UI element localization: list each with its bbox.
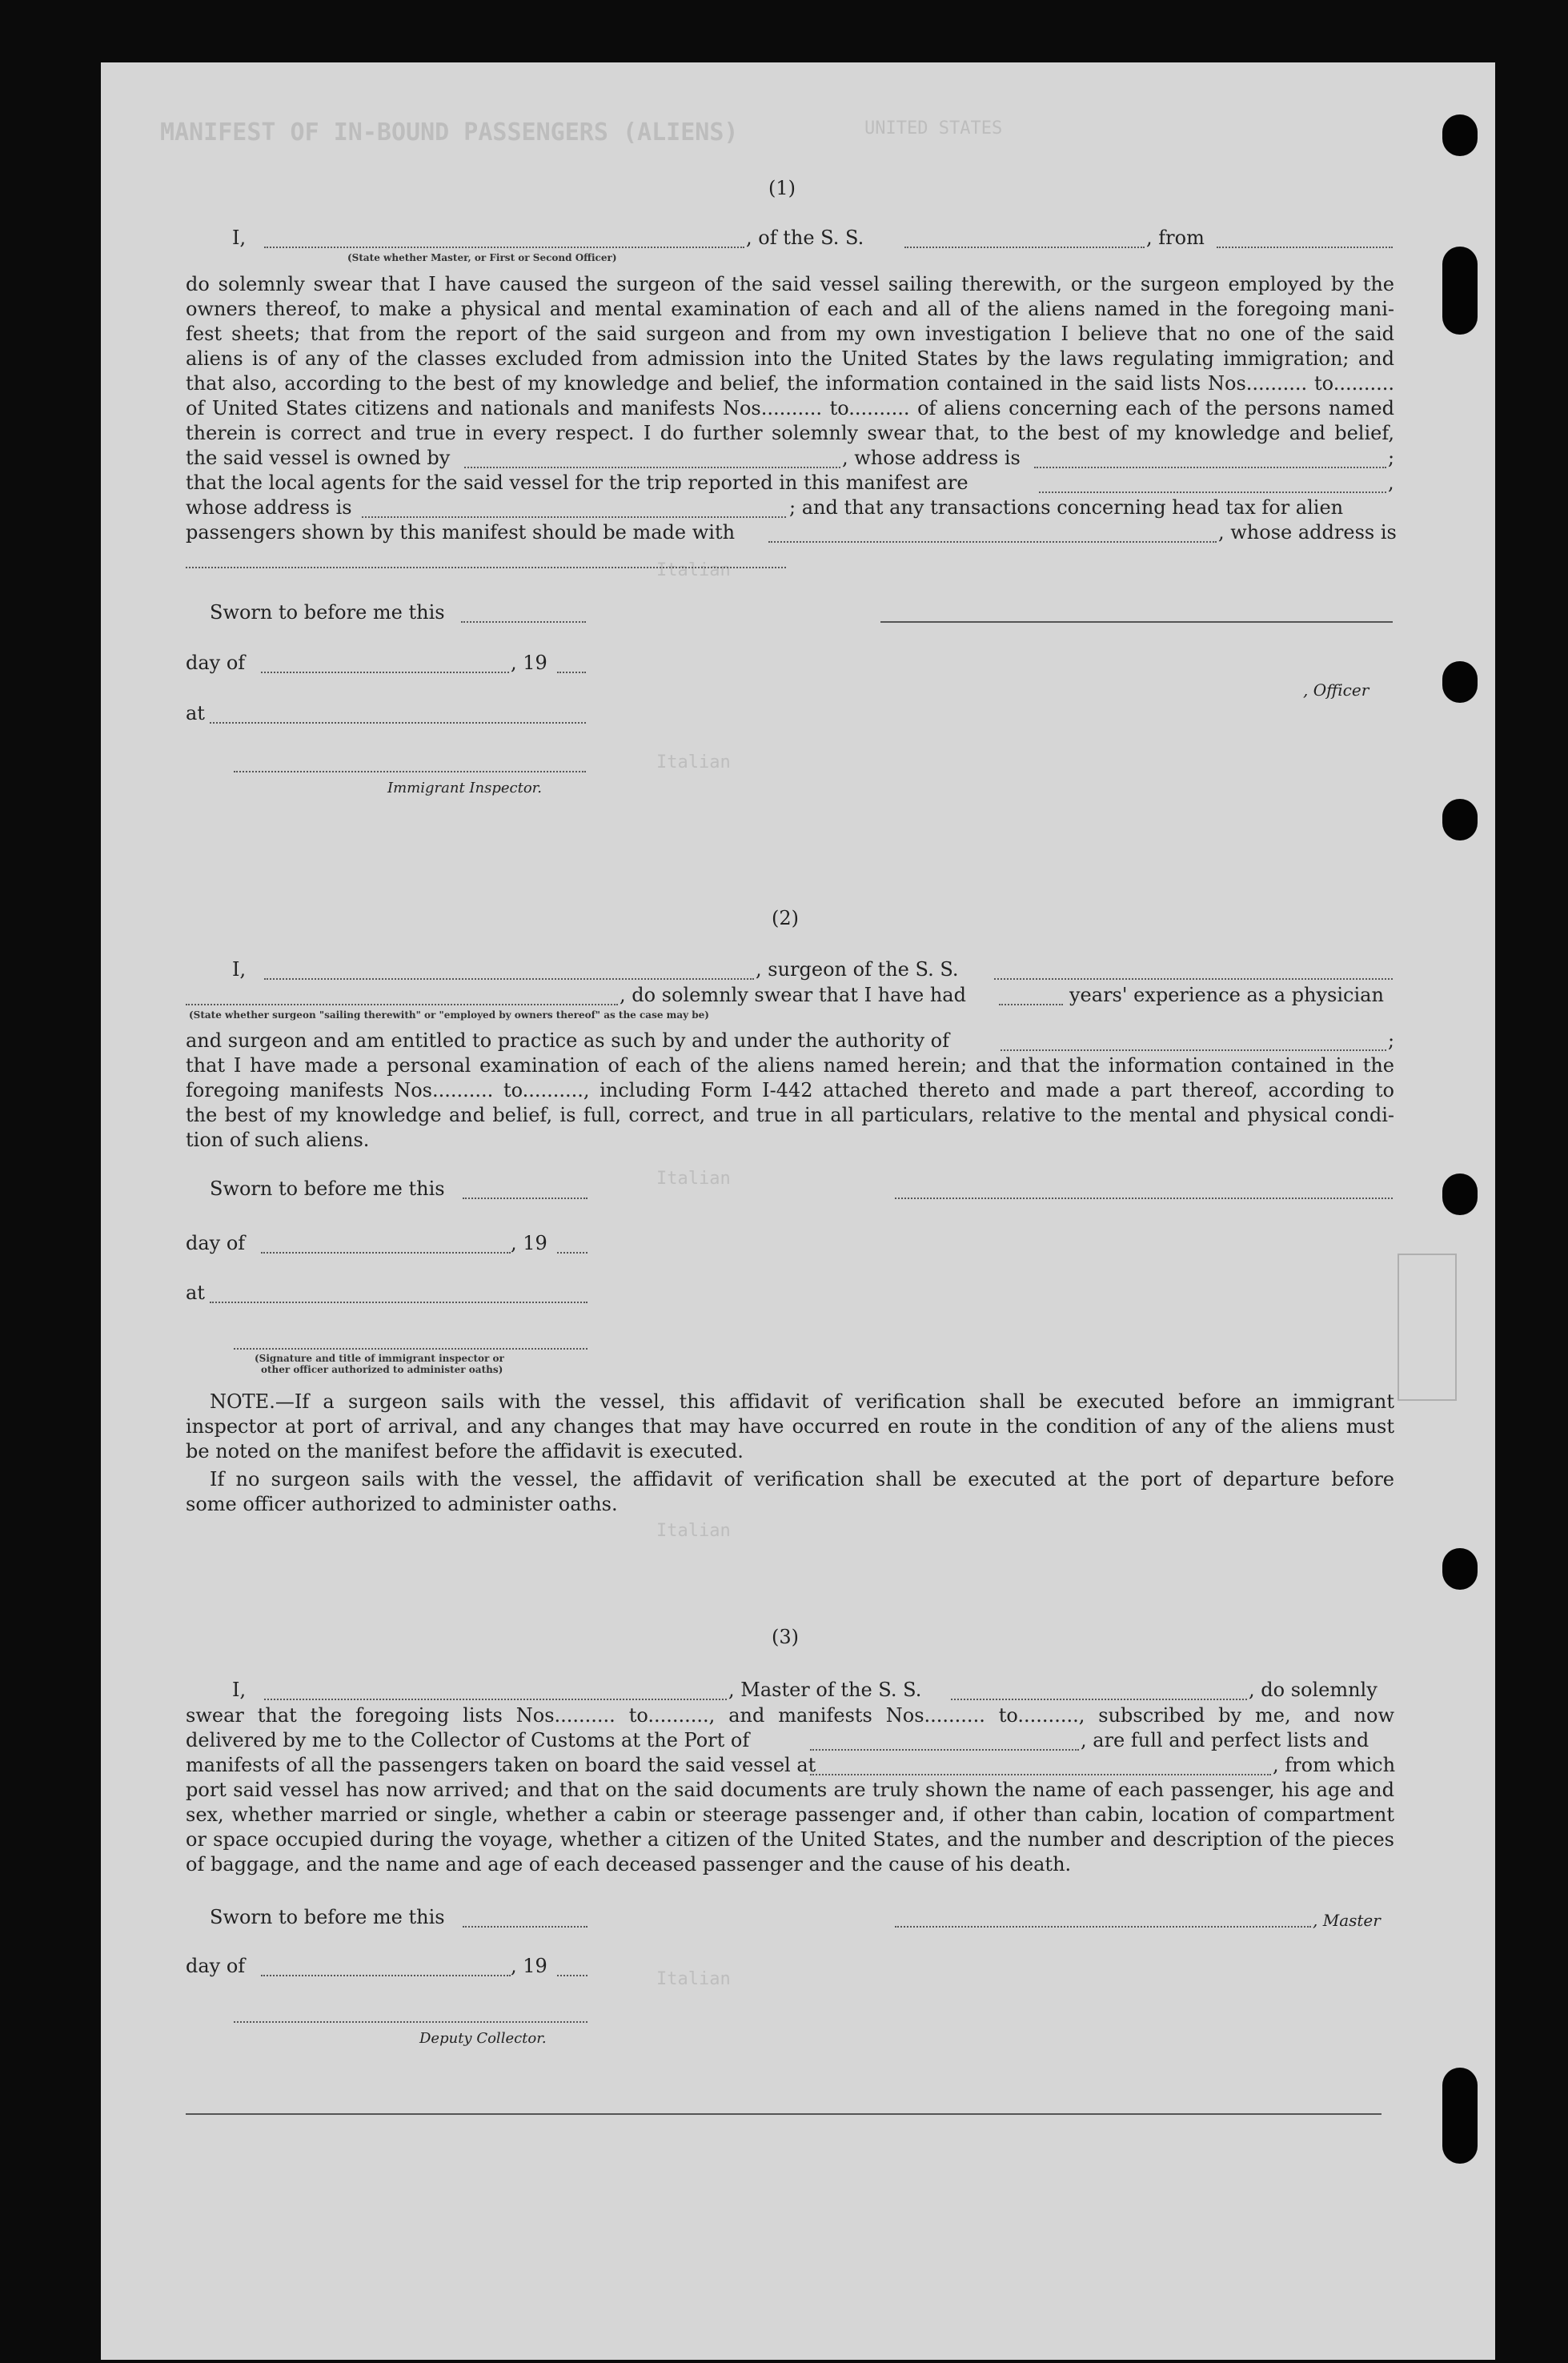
agents-address-field[interactable]	[362, 516, 786, 518]
semicolon: ;	[1388, 447, 1395, 469]
master-ship-field[interactable]	[951, 1699, 1247, 1700]
year-label: , 19	[511, 1955, 547, 1977]
note-line: If no surgeon sails with the vessel, the affidavit of verification shall be executed at the port of departure before	[210, 1468, 1394, 1490]
punch-hole	[1442, 1173, 1478, 1215]
sworn-label: Sworn to before me this	[210, 1906, 445, 1928]
from-port-field[interactable]	[1217, 247, 1393, 248]
collector-label: Deputy Collector.	[419, 2030, 547, 2047]
master-ship-label: , Master of the S. S.	[728, 1679, 922, 1701]
surgeon-name-field[interactable]	[264, 978, 754, 980]
punch-hole	[1442, 2068, 1478, 2164]
place-field[interactable]	[210, 722, 586, 724]
owned-by-label: the said vessel is owned by	[186, 447, 451, 469]
at-label: at	[186, 702, 205, 724]
customs-port-label: delivered by me to the Collector of Customs at the Port of	[186, 1729, 750, 1751]
section-1-heading: (1)	[768, 177, 796, 199]
years-field[interactable]	[999, 1004, 1063, 1005]
agents-label: that the local agents for the said vessel for the trip reported in this manifest are	[186, 471, 968, 494]
punch-hole	[1442, 114, 1478, 156]
boarding-port-field[interactable]	[810, 1774, 1271, 1775]
bleed-through-text: MANIFEST OF IN-BOUND PASSENGERS (ALIENS)	[160, 118, 739, 146]
bleed-through-text: Italian	[656, 1169, 731, 1189]
day-of-label: day of	[186, 1232, 246, 1254]
oath-line: of United States citizens and nationals and manifests Nos.......... to.......... of aliens concerning each of the persons named	[186, 397, 1394, 419]
officer-rank-note: (State whether Master, or First or Second Officer)	[347, 252, 617, 263]
boarding-label: manifests of all the passengers taken on board the said vessel at	[186, 1754, 816, 1776]
semicolon: ;	[1388, 1029, 1395, 1052]
sworn-label: Sworn to before me this	[210, 1177, 445, 1200]
year-field[interactable]	[557, 672, 586, 673]
year-field[interactable]	[557, 1975, 587, 1976]
month-field[interactable]	[261, 1975, 511, 1976]
sworn-date-field[interactable]	[463, 1198, 587, 1199]
customs-port-field[interactable]	[810, 1749, 1079, 1751]
head-tax-address-label: , whose address is	[1218, 521, 1397, 544]
swear-label: , do solemnly swear that I have had	[620, 984, 966, 1006]
oath-line: that I have made a personal examination of each of the aliens named herein; and that the information contained in the	[186, 1054, 1394, 1077]
head-tax-label: ; and that any transactions concerning head tax for alien	[789, 496, 1344, 519]
master-signature-line[interactable]	[895, 1926, 1311, 1928]
from-label: , from	[1146, 227, 1205, 249]
oath-line: or space occupied during the voyage, whether a citizen of the United States, and the number and description of the pieces	[186, 1828, 1394, 1851]
authority-field[interactable]	[1001, 1049, 1386, 1051]
note-line: inspector at port of arrival, and any changes that may have occurred en route in the condition of any of the aliens must	[186, 1415, 1394, 1438]
master-name-field[interactable]	[264, 1699, 727, 1700]
bleed-through-text: Italian	[656, 1969, 731, 1989]
surgeon-signature-line[interactable]	[895, 1198, 1393, 1199]
note-line: some officer authorized to administer oaths.	[186, 1493, 618, 1515]
sworn-label: Sworn to before me this	[210, 601, 445, 624]
years-label: years' experience as a physician	[1069, 984, 1384, 1006]
month-field[interactable]	[261, 672, 509, 673]
owner-address-label: , whose address is	[842, 447, 1021, 469]
collector-signature-line[interactable]	[234, 2021, 587, 2023]
year-label: , 19	[511, 652, 547, 674]
owner-field[interactable]	[464, 467, 840, 468]
surgeon-status-field[interactable]	[186, 1004, 618, 1005]
sworn-date-field[interactable]	[461, 621, 586, 623]
oath-line: that also, according to the best of my knowledge and belief, the information contained in the said lists Nos.......... to..........	[186, 372, 1394, 395]
month-field[interactable]	[261, 1252, 511, 1254]
oath-line: sex, whether married or single, whether a cabin or steerage passenger and, if other than cabin, location of compartment	[186, 1803, 1394, 1826]
comma: ,	[1388, 471, 1394, 494]
surgeon-ship-label: , surgeon of the S. S.	[756, 958, 959, 981]
oath-line: aliens is of any of the classes excluded from admission into the United States by the laws regulating immigration; and	[186, 347, 1394, 370]
punch-hole	[1442, 1548, 1478, 1590]
year-label: , 19	[511, 1232, 547, 1254]
inspector-signature-line[interactable]	[234, 1348, 587, 1350]
punch-hole	[1442, 799, 1478, 840]
inspector-label: Immigrant Inspector.	[387, 780, 543, 796]
signature-note: (Signature and title of immigrant inspector or	[255, 1353, 504, 1364]
head-tax-agent-field[interactable]	[768, 541, 1217, 543]
punch-hole	[1442, 247, 1478, 335]
note-line: NOTE.—If a surgeon sails with the vessel, this affidavit of verification shall be executed before an immigrant	[210, 1390, 1394, 1413]
oath-line: port said vessel has now arrived; and that on the said documents are truly shown the name of each passenger, his age and	[186, 1779, 1394, 1801]
section-2-heading: (2)	[772, 907, 799, 929]
day-of-label: day of	[186, 1955, 246, 1977]
signature-note: other officer authorized to administer oaths)	[261, 1364, 503, 1375]
i-label: I,	[232, 1679, 247, 1701]
oath-line: of baggage, and the name and age of each deceased passenger and the cause of his death.	[186, 1853, 1072, 1876]
year-field[interactable]	[557, 1252, 587, 1254]
oath-line: therein is correct and true in every respect. I do further solemnly swear that, to the best of my knowledge and belief,	[186, 422, 1394, 444]
whose-address-label: whose address is	[186, 496, 352, 519]
oath-line: fest sheets; that from the report of the said surgeon and from my own investigation I believe that no one of the said	[186, 323, 1394, 345]
solemnly-label: , do solemnly	[1249, 1679, 1378, 1701]
perfect-lists-label: , are full and perfect lists and	[1081, 1729, 1369, 1751]
officer-signature-line[interactable]	[880, 621, 1393, 623]
side-stamp	[1398, 1254, 1457, 1401]
i-label: I,	[232, 227, 247, 249]
from-which-label: , from which	[1273, 1754, 1396, 1776]
oath-line: tion of such aliens.	[186, 1129, 370, 1151]
note-line: be noted on the manifest before the affidavit is executed.	[186, 1440, 744, 1462]
inspector-signature-line[interactable]	[234, 771, 586, 772]
section-3-heading: (3)	[772, 1626, 799, 1648]
oath-line: the best of my knowledge and belief, is full, correct, and true in all particulars, relative to the mental and physical condi-	[186, 1104, 1394, 1126]
master-label: , Master	[1313, 1911, 1381, 1930]
passengers-label: passengers shown by this manifest should be made with	[186, 521, 736, 544]
officer-name-field[interactable]	[264, 247, 744, 248]
at-label: at	[186, 1282, 205, 1304]
ship-label: , of the S. S.	[746, 227, 864, 249]
punch-hole	[1442, 661, 1478, 703]
owner-address-field[interactable]	[1034, 467, 1386, 468]
surgeon-ship-field[interactable]	[994, 978, 1393, 980]
ship-name-field[interactable]	[904, 247, 1145, 248]
bleed-through-text: Italian	[656, 560, 731, 580]
agents-field[interactable]	[1039, 491, 1386, 493]
bleed-through-text: UNITED STATES	[864, 118, 1003, 138]
bottom-rule	[186, 2113, 1382, 2115]
place-field[interactable]	[210, 1302, 587, 1303]
authority-label: and surgeon and am entitled to practice as such by and under the authority of	[186, 1029, 949, 1052]
day-of-label: day of	[186, 652, 246, 674]
surgeon-status-note: (State whether surgeon "sailing therewith" or "employed by owners thereof" as the case may be)	[189, 1009, 709, 1021]
sworn-date-field[interactable]	[463, 1926, 587, 1928]
i-label: I,	[232, 958, 247, 981]
bleed-through-text: Italian	[656, 1521, 731, 1541]
officer-label: , Officer	[1303, 680, 1369, 700]
oath-line: do solemnly swear that I have caused the surgeon of the said vessel sailing therewith, or the surgeon employed by the	[186, 273, 1394, 295]
head-tax-address-field[interactable]	[186, 567, 786, 568]
oath-line: swear that the foregoing lists Nos.......... to.........., and manifests Nos.......... to.........., subscribed by me, and now	[186, 1704, 1394, 1727]
oath-line: foregoing manifests Nos.......... to.........., including Form I-442 attached thereto and made a part thereof, according to	[186, 1079, 1394, 1101]
bleed-through-text: Italian	[656, 752, 731, 772]
oath-line: owners thereof, to make a physical and mental examination of each and all of the aliens named in the foregoing mani-	[186, 298, 1394, 320]
